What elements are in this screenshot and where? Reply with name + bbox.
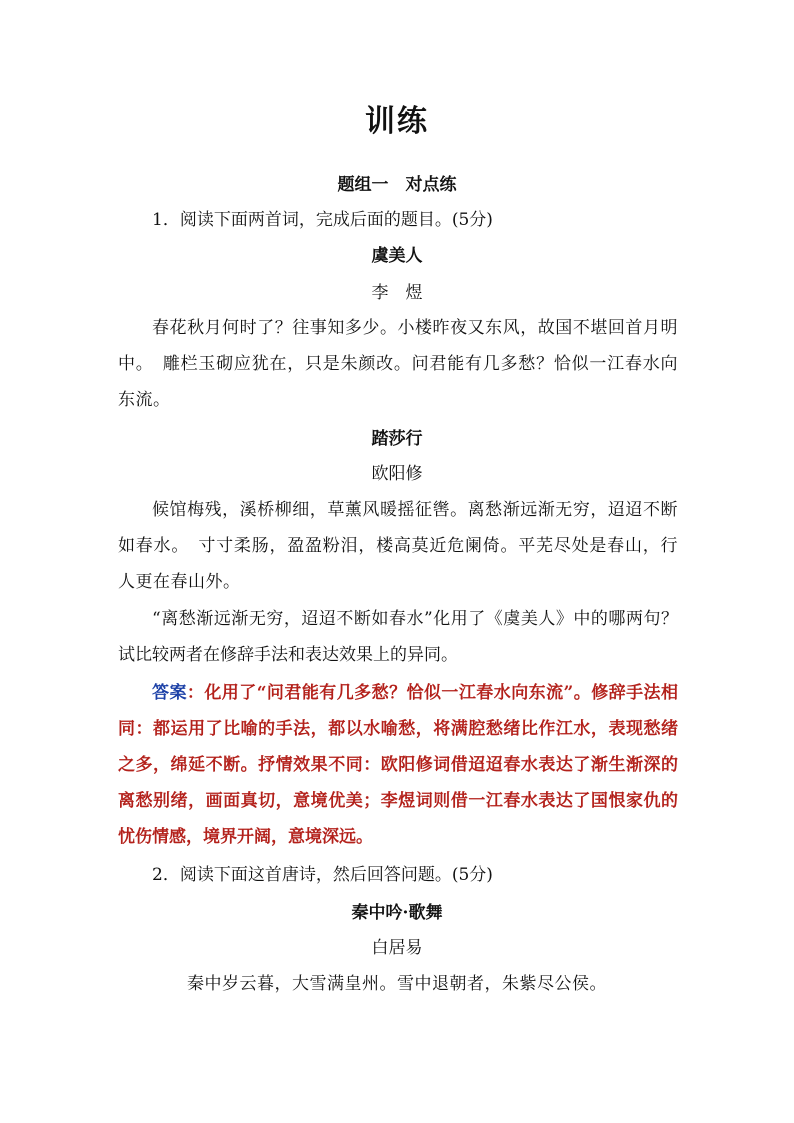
poem3-line: 秦中岁云暮，大雪满皇州。雪中退朝者，朱紫尽公侯。 — [187, 974, 607, 994]
question-1-stem: 1．阅读下面两首词，完成后面的题目。(5分) — [152, 210, 493, 230]
group-heading: 题组一 对点练 — [337, 175, 457, 195]
question-1-answer — [118, 675, 678, 855]
answer-text: 化用了“问君能有几多愁？恰似一江春水向东流”。修辞手法相同：都运用了比喻的手法，都以水喻愁，将满腔愁绪比作江水，表现愁绪之多，绵延不断。抒情效果不同：欧阳修词借迢迢春水表达了渐生渐深的离愁别绪，画面真切，意境优美；李煜词则借一江春水表达了国恨家仇的忧伤情感，境界开阔，意境深远。 — [118, 683, 679, 847]
poem1-author: 李 煜 — [371, 283, 423, 303]
poem1-text: 春花秋月何时了？往事知多少。小楼昨夜又东风，故国不堪回首月明中。 雕栏玉砌应犹在，只是朱颜改。问君能有几多愁？恰似一江春水向东流。 — [118, 318, 678, 410]
poem2-text: 候馆梅残，溪桥柳细，草薰风暖摇征辔。离愁渐远渐无穷，迢迢不断如春水。 寸寸柔肠，盈盈粉泪，楼高莫近危阑倚。平芜尽处是春山，行人更在春山外。 — [118, 500, 678, 592]
poem2-author: 欧阳修 — [371, 464, 423, 484]
poem3-title: 秦中吟·歌舞 — [351, 903, 443, 923]
answer-colon: ： — [186, 683, 205, 703]
poem2-title: 踏莎行 — [371, 429, 423, 449]
answer-label: 答案 — [152, 683, 187, 703]
question-2-stem: 2．阅读下面这首唐诗，然后回答问题。(5分) — [152, 865, 493, 885]
question-1-prompt: “离愁渐远渐无穷，迢迢不断如春水”化用了《虞美人》中的哪两句？试比较两者在修辞手法和表达效果上的异同。 — [118, 609, 678, 665]
poem1-title: 虞美人 — [371, 246, 423, 266]
page-title: 训练 — [365, 104, 429, 139]
poem3-author: 白居易 — [371, 938, 423, 958]
